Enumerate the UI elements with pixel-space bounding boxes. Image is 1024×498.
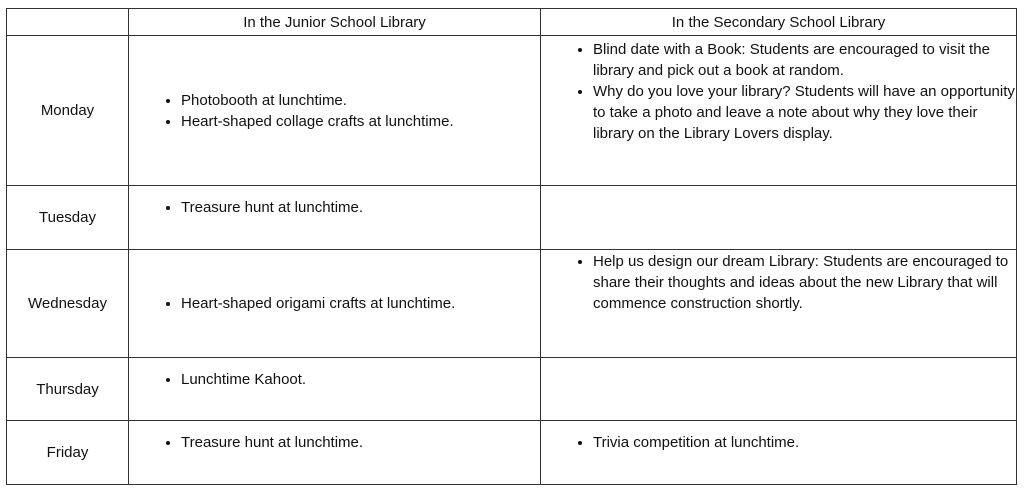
secondary-cell bbox=[541, 250, 1017, 358]
library-schedule-table bbox=[6, 8, 1017, 485]
header-secondary: In the Secondary School Library bbox=[541, 9, 1017, 36]
list-item: • Heart-shaped origami crafts at lunchtime. bbox=[181, 293, 540, 314]
secondary-list bbox=[541, 251, 1016, 314]
junior-cell bbox=[129, 186, 541, 250]
header-day bbox=[7, 9, 129, 36]
header-row bbox=[7, 9, 1017, 36]
junior-list bbox=[129, 369, 540, 390]
list-item: • Treasure hunt at lunchtime. bbox=[181, 197, 540, 218]
junior-cell bbox=[129, 250, 541, 358]
table-row bbox=[7, 421, 1017, 485]
table-row bbox=[7, 358, 1017, 421]
secondary-cell bbox=[541, 358, 1017, 421]
list-item: • Blind date with a Book: Students are encouraged to visit the library and pick out a book at random. bbox=[593, 39, 1016, 81]
junior-list bbox=[129, 197, 540, 218]
day-cell: Thursday bbox=[7, 358, 129, 421]
list-item: • Photobooth at lunchtime. bbox=[181, 90, 540, 111]
secondary-cell bbox=[541, 421, 1017, 485]
list-item: • Treasure hunt at lunchtime. bbox=[181, 432, 540, 453]
list-item: • Trivia competition at lunchtime. bbox=[593, 432, 1016, 453]
junior-list bbox=[129, 432, 540, 453]
table-row bbox=[7, 186, 1017, 250]
list-item: • Why do you love your library? Students will have an opportunity to take a photo and leave a note about why they love their library on the Library Lovers display. bbox=[593, 81, 1016, 144]
secondary-list bbox=[541, 39, 1016, 144]
day-cell: Friday bbox=[7, 421, 129, 485]
list-item: • Lunchtime Kahoot. bbox=[181, 369, 540, 390]
secondary-list bbox=[541, 432, 1016, 453]
table-row bbox=[7, 36, 1017, 186]
table-row bbox=[7, 250, 1017, 358]
junior-cell bbox=[129, 36, 541, 186]
secondary-cell bbox=[541, 36, 1017, 186]
day-cell: Monday bbox=[7, 36, 129, 186]
junior-cell bbox=[129, 358, 541, 421]
junior-list bbox=[129, 90, 540, 132]
day-cell: Tuesday bbox=[7, 186, 129, 250]
day-cell: Wednesday bbox=[7, 250, 129, 358]
header-junior: In the Junior School Library bbox=[129, 9, 541, 36]
secondary-cell bbox=[541, 186, 1017, 250]
list-item: • Help us design our dream Library: Students are encouraged to share their thoughts and ideas about the new Library that will commence construction shortly. bbox=[593, 251, 1016, 314]
junior-list bbox=[129, 293, 540, 314]
list-item: • Heart-shaped collage crafts at lunchtime. bbox=[181, 111, 540, 132]
schedule-container bbox=[6, 8, 1017, 485]
junior-cell bbox=[129, 421, 541, 485]
